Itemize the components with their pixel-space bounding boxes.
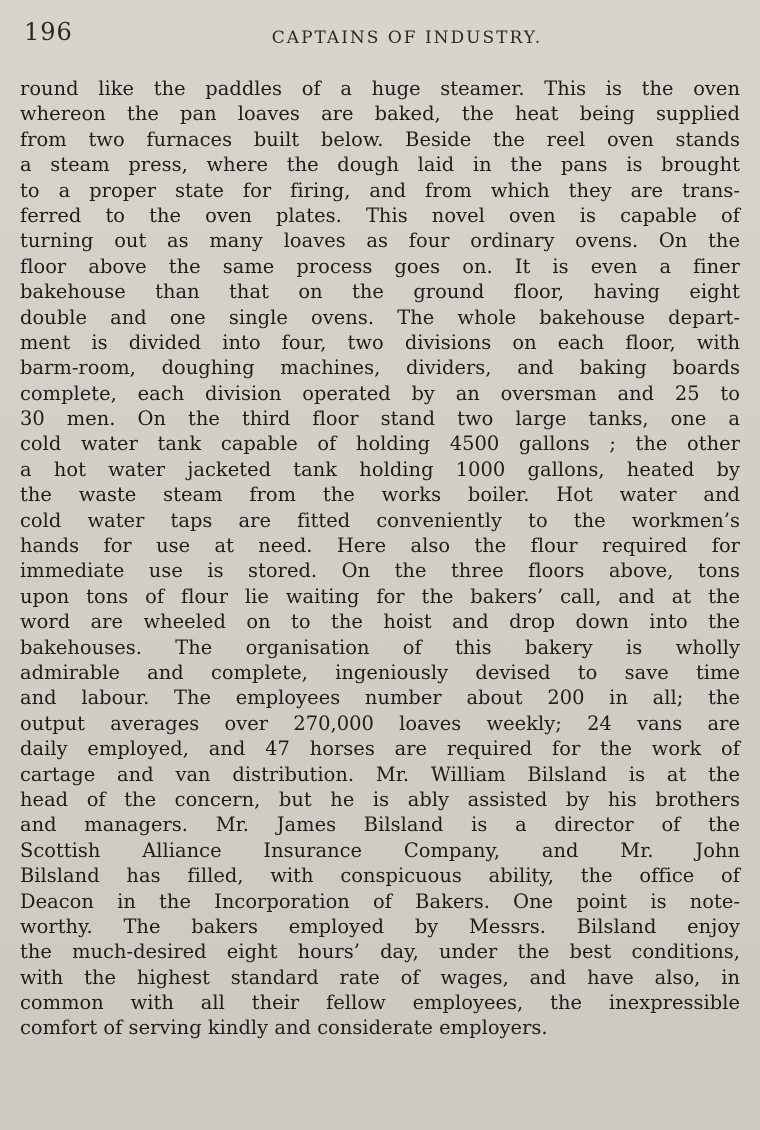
text-line: a hot water jacketed tank holding 1000 gallons, heated by — [20, 457, 740, 481]
text-line: whereon the pan loaves are baked, the heat being supplied — [20, 102, 740, 126]
text-line: output averages over 270,000 loaves weekly; 24 vans are — [20, 711, 740, 735]
text-line: 30 men. On the third floor stand two large tanks, one a — [20, 407, 740, 431]
text-line: common with all their fellow employees, the inexpressible — [20, 991, 740, 1015]
text-line: turning out as many loaves as four ordinary ovens. On the — [20, 229, 740, 253]
page-number: 196 — [24, 18, 73, 46]
text-line: ment is divided into four, two divisions on each floor, with — [20, 330, 740, 354]
text-line: double and one single ovens. The whole bakehouse depart- — [20, 305, 740, 329]
text-line: the much-desired eight hours’ day, under the best conditions, — [20, 940, 740, 964]
page-header — [24, 18, 740, 58]
text-line: round like the paddles of a huge steamer. This is the oven — [20, 77, 740, 100]
body-text — [20, 76, 740, 1041]
text-line: admirable and complete, ingeniously devised to save time — [20, 660, 740, 684]
text-line: floor above the same process goes on. It is even a finer — [20, 254, 740, 278]
text-line: and labour. The employees number about 200 in all; the — [20, 686, 740, 710]
text-line: Deacon in the Incorporation of Bakers. One point is note- — [20, 889, 740, 913]
text-line: cold water tank capable of holding 4500 gallons ; the other — [20, 432, 740, 456]
text-line: cartage and van distribution. Mr. William Bilsland is at the — [20, 762, 740, 786]
text-line: and managers. Mr. James Bilsland is a director of the — [20, 813, 740, 837]
text-line: immediate use is stored. On the three floors above, tons — [20, 559, 740, 583]
text-line: bakehouse than that on the ground floor, having eight — [20, 280, 740, 304]
text-line: ferred to the oven plates. This novel oven is capable of — [20, 203, 740, 227]
text-line: a steam press, where the dough laid in the pans is brought — [20, 153, 740, 177]
text-line: barm-room, doughing machines, dividers, and baking boards — [20, 356, 740, 380]
text-line: from two furnaces built below. Beside the reel oven stands — [20, 127, 740, 151]
text-line: daily employed, and 47 horses are required for the work of — [20, 737, 740, 761]
text-line: cold water taps are fitted conveniently to the workmen’s — [20, 508, 740, 532]
text-line: hands for use at need. Here also the flour required for — [20, 534, 740, 558]
text-line: upon tons of flour lie waiting for the bakers’ call, and at the — [20, 584, 740, 608]
text-line: with the highest standard rate of wages, and have also, in — [20, 965, 740, 989]
text-line: worthy. The bakers employed by Messrs. Bilsland enjoy — [20, 914, 740, 938]
text-line: Bilsland has filled, with conspicuous ability, the office of — [20, 864, 740, 888]
running-head: CAPTAINS OF INDUSTRY. — [271, 28, 543, 48]
text-line: word are wheeled on to the hoist and drop down into the — [20, 610, 740, 634]
text-line: complete, each division operated by an oversman and 25 to — [20, 381, 740, 405]
text-line: comfort of serving kindly and considerate employers. — [20, 1016, 548, 1040]
text-line: bakehouses. The organisation of this bakery is wholly — [20, 635, 740, 659]
text-line: to a proper state for firing, and from which they are trans- — [20, 178, 740, 202]
text-line: head of the concern, but he is ably assisted by his brothers — [20, 787, 740, 811]
text-line: Scottish Alliance Insurance Company, and Mr. John — [20, 838, 740, 862]
text-line: the waste steam from the works boiler. Hot water and — [20, 483, 740, 507]
